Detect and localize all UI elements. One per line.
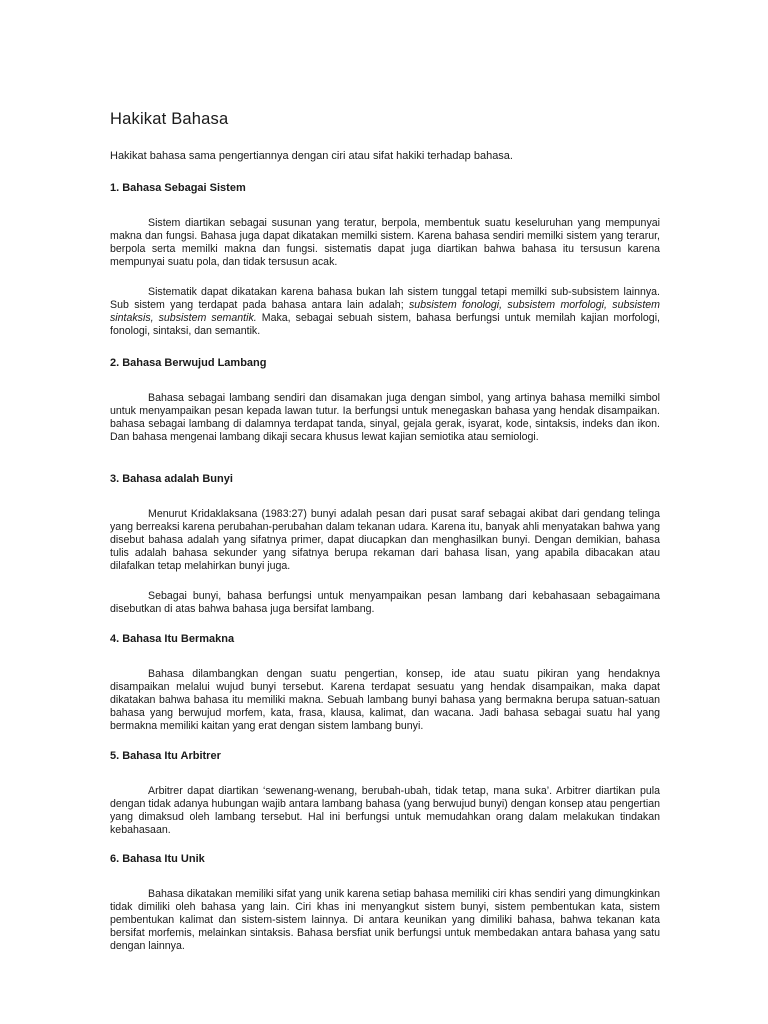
paragraph-italic-text: subsistem fonologi, subsistem morfologi, subsistem sintaksis, subsistem semantik. — [110, 299, 660, 324]
section-paragraph: Bahasa dilambangkan dengan suatu pengertian, konsep, ide atau suatu pikiran yang hendaknya disampaikan melalui wujud bunyi tersebut. Karena terdapat sesuatu yang hendak disampaikan, maka dapat dikatakan bahwa bahasa itu memiliki makna. Sebuah lambang bunyi bahasa yang bermakna berupa satuan-satuan bahasa yang berwujud morfem, kata, frasa, klausa, kalimat, dan wacana. Jadi bahasa sebagai suatu hal yang bermakna memiliki kaitan yang erat dengan sistem lambang bunyi. — [110, 668, 660, 732]
section-paragraph: Bahasa sebagai lambang sendiri dan disamakan juga dengan simbol, yang artinya bahasa memilki simbol untuk menyampaikan pesan kepada lawan tutur. Ia berfungsi untuk menegaskan bahasa yang hendak disampaikan. bahasa sebagai lambang di dalamnya terdapat tanda, sinyal, gejala gerak, isyarat, kode, sintaksis, indeks dan ikon. Dan bahasa mengenai lambang dikaji secara khusus lewat kajian semiotika atau semiologi. — [110, 392, 660, 443]
section-bahasa-itu-bermakna — [110, 633, 660, 733]
section-paragraph: Arbitrer dapat diartikan ‘sewenang-wenang, berubah-ubah, tidak tetap, mana suka’. Arbitrer diartikan pula dengan tidak adanya hubungan wajib antara lambang bahasa (yang berwujud bunyi) dengan konsep atau pengertian yang dimaksud oleh lambang tersebut. Hal ini berfungsi untuk memudahkan orang dalam melakukan tindakan kebahasaan. — [110, 785, 660, 836]
paragraph-text: Maka, sebagai sebuah sistem, bahasa berfungsi untuk memilah kajian morfologi, fonologi, sintaksi, dan semantik. — [110, 312, 660, 337]
section-paragraph: Sebagai bunyi, bahasa berfungsi untuk menyampaikan pesan lambang dari kebahasaan sebagaimana disebutkan di atas bahwa bahasa juga bersifat lambang. — [110, 590, 660, 615]
section-bahasa-adalah-bunyi — [110, 473, 660, 616]
section-paragraph: Sistem diartikan sebagai susunan yang teratur, berpola, membentuk suatu keseluruhan yang mempunyai makna dan fungsi. Bahasa juga dapat dikatakan memilki sistem. Karena bahasa sendiri memilki sistem yang terarur, berpola serta memilki makna dan fungsi. sistematis dapat juga diartikan bahwa bahasa itu tersusun karena mempunyai suatu pola, dan tidak tersusun acak. — [110, 217, 660, 268]
section-heading: 5. Bahasa Itu Arbitrer — [110, 750, 221, 762]
section-paragraph — [110, 286, 660, 338]
section-paragraph: Bahasa dikatakan memiliki sifat yang unik karena setiap bahasa memiliki ciri khas sendiri yang dimungkinkan tidak dimiliki oleh bahasa yang lain. Ciri khas ini menyangkut sistem bunyi, sistem pembentukan kata, sistem pembentukan kalimat dan sistem-sistem lainnya. Di antara keunikan yang dimiliki bahasa, bahwa tekanan kata bersifat morfemis, melainkan sintaksis. Bahasa bersfiat unik berfungsi untuk membedakan antara bahasa yang satu dengan lainnya. — [110, 888, 660, 952]
section-bahasa-berwujud-lambang — [110, 357, 660, 444]
paragraph-text: Sistematik dapat dikatakan karena bahasa bukan lah sistem tunggal tetapi memilki sub-subsistem lainnya. Sub sistem yang terdapat pada bahasa antara lain adalah; — [110, 286, 660, 311]
section-heading: 2. Bahasa Berwujud Lambang — [110, 357, 267, 369]
intro-paragraph: Hakikat bahasa sama pengertiannya dengan ciri atau sifat hakiki terhadap bahasa. — [110, 150, 513, 162]
section-heading: 3. Bahasa adalah Bunyi — [110, 473, 233, 485]
section-heading: 4. Bahasa Itu Bermakna — [110, 633, 235, 645]
page-title: Hakikat Bahasa — [110, 110, 229, 128]
section-bahasa-itu-unik — [110, 853, 660, 953]
section-paragraph: Menurut Kridaklaksana (1983:27) bunyi adalah pesan dari pusat saraf sebagai akibat dari gendang telinga yang berreaksi karena perubahan-perubahan dalam tekanan udara. Karena itu, banyak ahli menyatakan bahwa yang disebut bahasa adalah yang sifatnya primer, dapat diucapkan dan menghasilkan bunyi. Dengan demikian, bahasa tulis adalah bahasa sekunder yang sifatnya berupa rekaman dari bahasa lisan, yang apabila dibacakan atau dilafalkan tetap melahirkan bunyi juga. — [110, 508, 660, 572]
section-bahasa-itu-arbitrer — [110, 750, 660, 837]
section-heading: 1. Bahasa Sebagai Sistem — [110, 182, 246, 194]
section-heading: 6. Bahasa Itu Unik — [110, 853, 205, 865]
section-bahasa-sebagai-sistem — [110, 182, 660, 338]
